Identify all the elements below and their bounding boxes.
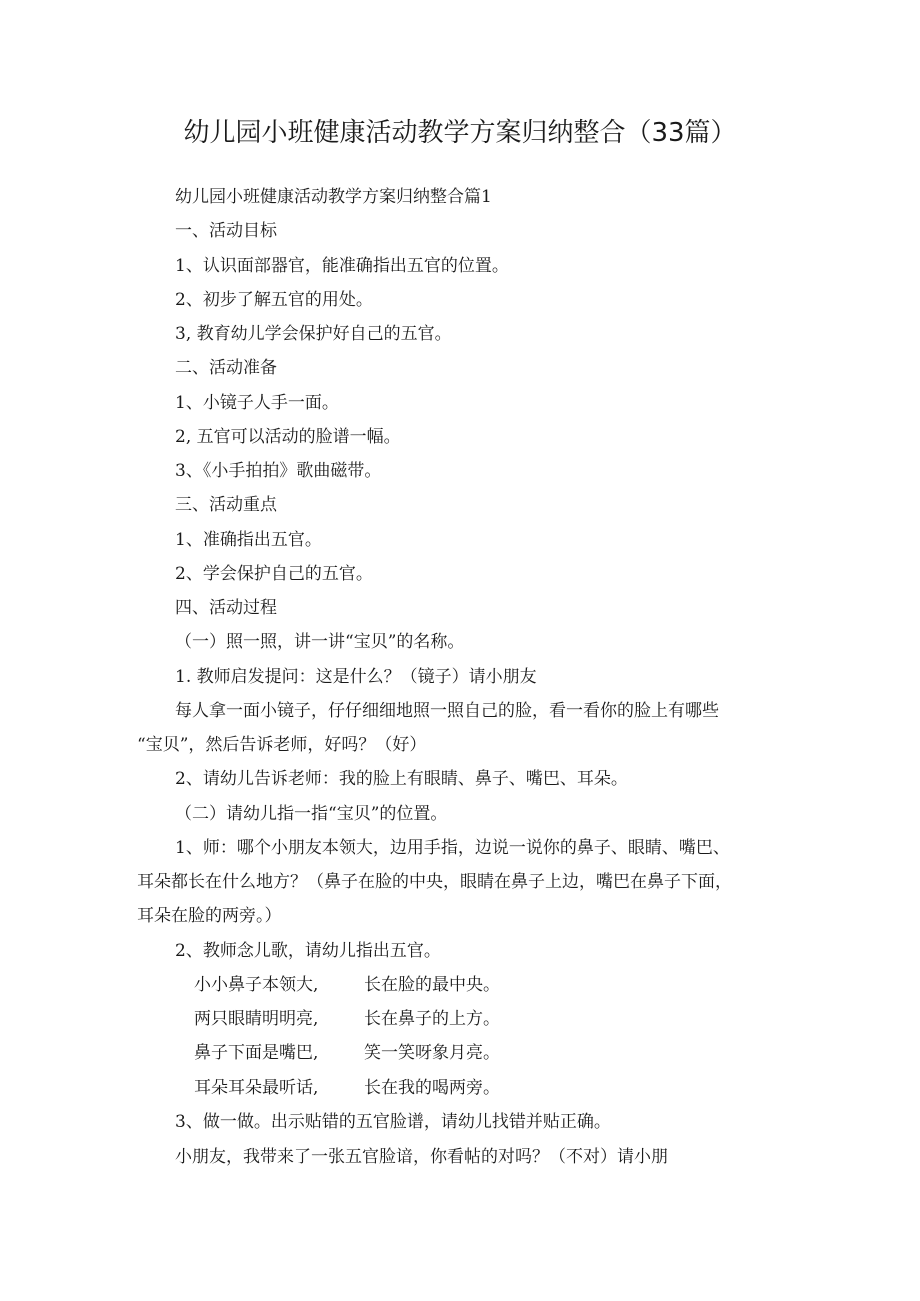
paragraph: 三、活动重点 xyxy=(175,495,277,515)
document-title: 幼儿园小班健康活动教学方案归纳整合（33篇） xyxy=(183,118,737,148)
paragraph: 2, 五官可以活动的脸谱一幅。 xyxy=(175,427,401,447)
poem-line-left: 两只眼睛明明亮, xyxy=(194,1009,319,1029)
paragraph: （一）照一照，讲一讲“宝贝”的名称。 xyxy=(175,632,465,652)
paragraph: 二、活动准备 xyxy=(175,358,277,378)
paragraph: “宝贝”，然后告诉老师，好吗？（好） xyxy=(137,735,427,755)
poem-line-left: 小小鼻子本领大, xyxy=(194,975,319,995)
poem-line-right: 长在我的喝两旁。 xyxy=(364,1078,500,1098)
paragraph: 1、师：哪个小朋友本领大，边用手指，边说一说你的鼻子、眼睛、嘴巴、 xyxy=(175,838,730,858)
paragraph: 每人拿一面小镜子，仔仔细细地照一照自己的脸，看一看你的脸上有哪些 xyxy=(175,701,719,721)
paragraph: 3、《小手拍拍》歌曲磁带。 xyxy=(175,461,382,481)
paragraph: 1、准确指出五官。 xyxy=(175,530,322,550)
poem-line-left: 耳朵耳朵最听话, xyxy=(194,1078,319,1098)
paragraph: 耳朵在脸的两旁。） xyxy=(137,906,282,926)
poem-line-right: 长在脸的最中央。 xyxy=(364,975,500,995)
paragraph: 2、初步了解五官的用处。 xyxy=(175,290,373,310)
paragraph: 2、请幼儿告诉老师：我的脸上有眼睛、鼻子、嘴巴、耳朵。 xyxy=(175,769,628,789)
poem-line-right: 笑一笑呀象月亮。 xyxy=(364,1043,500,1063)
poem-line-right: 长在鼻子的上方。 xyxy=(364,1009,500,1029)
paragraph: 2、学会保护自己的五官。 xyxy=(175,564,373,584)
paragraph: 3, 教育幼儿学会保护好自己的五官。 xyxy=(175,324,452,344)
paragraph: 1. 教师启发提问：这是什么？（镜子）请小朋友 xyxy=(175,667,537,687)
section-heading: 幼儿园小班健康活动教学方案归纳整合篇1 xyxy=(175,187,492,207)
paragraph: 1、认识面部器官，能准确指出五官的位置。 xyxy=(175,256,509,276)
paragraph: 2、教师念儿歌，请幼儿指出五官。 xyxy=(175,941,441,961)
paragraph: 3、做一做。出示贴错的五官脸谱，请幼儿找错并贴正确。 xyxy=(175,1112,611,1132)
paragraph: 1、小镜子人手一面。 xyxy=(175,393,339,413)
paragraph: （二）请幼儿指一指“宝贝”的位置。 xyxy=(175,804,448,824)
paragraph: 四、活动过程 xyxy=(175,598,277,618)
paragraph: 一、活动目标 xyxy=(175,221,277,241)
poem-line-left: 鼻子下面是嘴巴, xyxy=(194,1043,319,1063)
paragraph: 小朋友，我带来了一张五官脸谙，你看帖的对吗？（不对）请小朋 xyxy=(175,1147,668,1167)
paragraph: 耳朵都长在什么地方？（鼻子在脸的中央，眼睛在鼻子上边，嘴巴在鼻子下面， xyxy=(137,872,732,892)
